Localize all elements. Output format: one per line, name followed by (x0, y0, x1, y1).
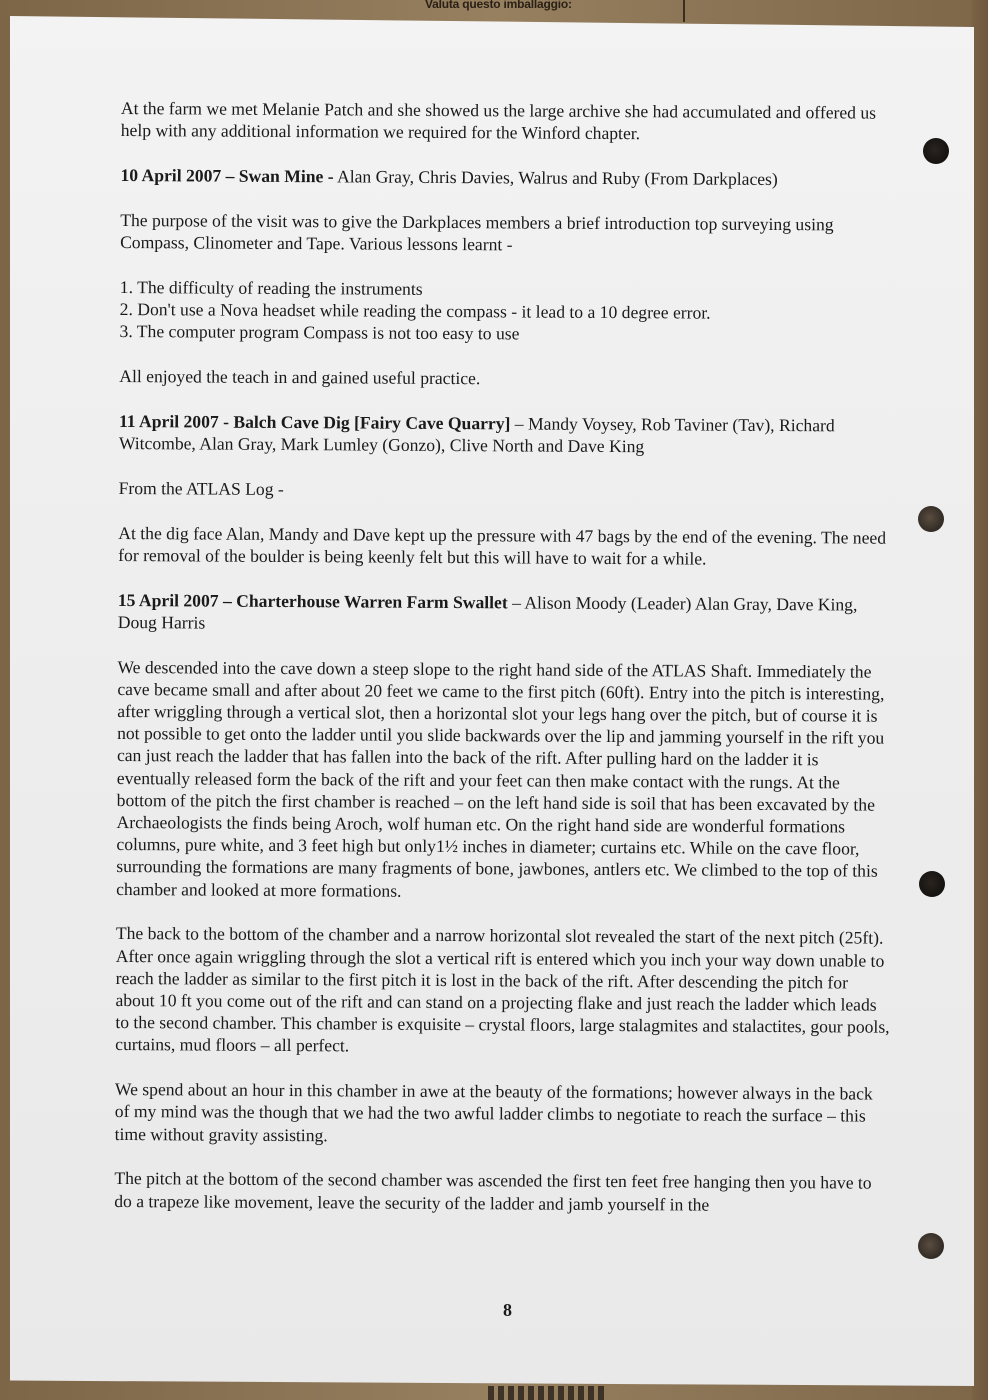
page-number: 8 (503, 1300, 512, 1320)
list-item: 3. The computer program Compass is not too easy to use (119, 321, 520, 344)
entry-charterhouse-header (118, 589, 893, 638)
lessons-list (120, 276, 895, 347)
entry-heading: 10 April 2007 – Swan Mine - (120, 164, 334, 187)
punch-hole (918, 1233, 944, 1259)
paragraph-second-pitch: The back to the bottom of the chamber and a narrow horizontal slot revealed the start of the next pitch (25ft). After once again wriggling through the slot a vertical rift is entered which you inch your way down unable to reach the ladder as similar to the first pitch it is lost in the back of the rift. After descending the pitch for about 10 ft you come out of the rift and can stand on a projecting flake and just reach the ladder which leads to the second chamber. This chamber is exquisite – crystal floors, large stalagmites and stalactites, gour pools, curtains, mud floors – all perfect. (115, 923, 890, 1056)
entry-attendees: Alan Gray, Chris Davies, Walrus and Ruby (From Darkplaces) (333, 166, 778, 190)
paragraph-log-text: At the dig face Alan, Mandy and Dave kept up the pressure with 47 bags by the end of the evening. The need for removal of the boulder is being keenly felt but this will have to wait for a while. (118, 522, 887, 569)
punch-hole (923, 138, 949, 164)
entry-heading: 15 April 2007 – Charterhouse Warren Farm Swallet (117, 589, 508, 612)
punch-hole (919, 871, 945, 897)
box-print-marks (488, 1386, 608, 1400)
paragraph-descent: We descended into the cave down a steep slope to the right hand side of the ATLAS Shaft. Immediately the cave became small and after about 20 feet we came to the first pitch (60ft). Entry into the pitch is interesting, after wriggling through a vertical slot, then a horizontal slot your legs hang over the pitch, but of course it is not possible to get onto the ladder until you slide backwards over the lip and jamming yourself in the rift you can just reach the ladder that has fallen into the back of the rift. After pulling hard on the ladder it is eventually released form the back of the rift and your feet can then make contact with the rungs. At the bottom of the pitch the first chamber is reached – on the left hand side is soil that has been excavated by the Archaeologists the finds being Aroch, wolf human etc. On the right hand side are wonderful formations columns, pure white, and 3 feet high but only1½ inches in diameter; curtains etc. While on the cave floor, surrounding the formations are many fragments of bone, jawbones, antlers etc. We climbed to the top of this chamber and looked at more formations. (116, 656, 885, 901)
paragraph-melanie-patch: At the farm we met Melanie Patch and she showed us the large archive she had accumulated and offered us help with any additional information we required for the Winford chapter. (120, 97, 877, 144)
paragraph-ascent: The pitch at the bottom of the second chamber was ascended the first ten feet free hanging then you have to do a trapeze like movement, leave the security of the ladder and jamb yourself in the (114, 1168, 872, 1215)
paragraph-closing: All enjoyed the teach in and gained useful practice. (119, 365, 481, 389)
box-label: Valuta questo imballaggio: (425, 0, 572, 11)
document-body (114, 97, 896, 1239)
box-edge (972, 0, 988, 1400)
paragraph-second-chamber: We spend about an hour in this chamber in awe at the beauty of the formations; however always in the back of my mind was the though that we had the two awful ladder climbs to negotiate to reach the surface – this time without gravity assisting. (114, 1079, 873, 1145)
list-item: 2. Don't use a Nova headset while reading the compass - it lead to a 10 degree error. (119, 298, 711, 323)
paragraph-purpose: The purpose of the visit was to give the Darkplaces members a brief introduction top surveying using Compass, Clinometer and Tape. Various lessons learnt - (120, 209, 834, 255)
entry-attendees: – Alison Moody (Leader) Alan Gray, Dave King, Doug Harris (117, 591, 858, 633)
entry-attendees: – Mandy Voysey, Rob Taviner (Tav), Richard Witcombe, Alan Gray, Mark Lumley (Gonzo), Clive North and Dave King (118, 413, 835, 457)
entry-balch-cave-header (119, 410, 894, 459)
list-item: 1. The difficulty of reading the instruments (119, 276, 423, 299)
punch-hole (918, 506, 944, 532)
entry-swan-mine-header (120, 164, 895, 191)
entry-heading: 11 April 2007 - Balch Cave Dig [Fairy Cave Quarry] (118, 410, 511, 434)
box-seam (683, 0, 685, 22)
paragraph-log-intro: From the ATLAS Log - (118, 477, 284, 499)
